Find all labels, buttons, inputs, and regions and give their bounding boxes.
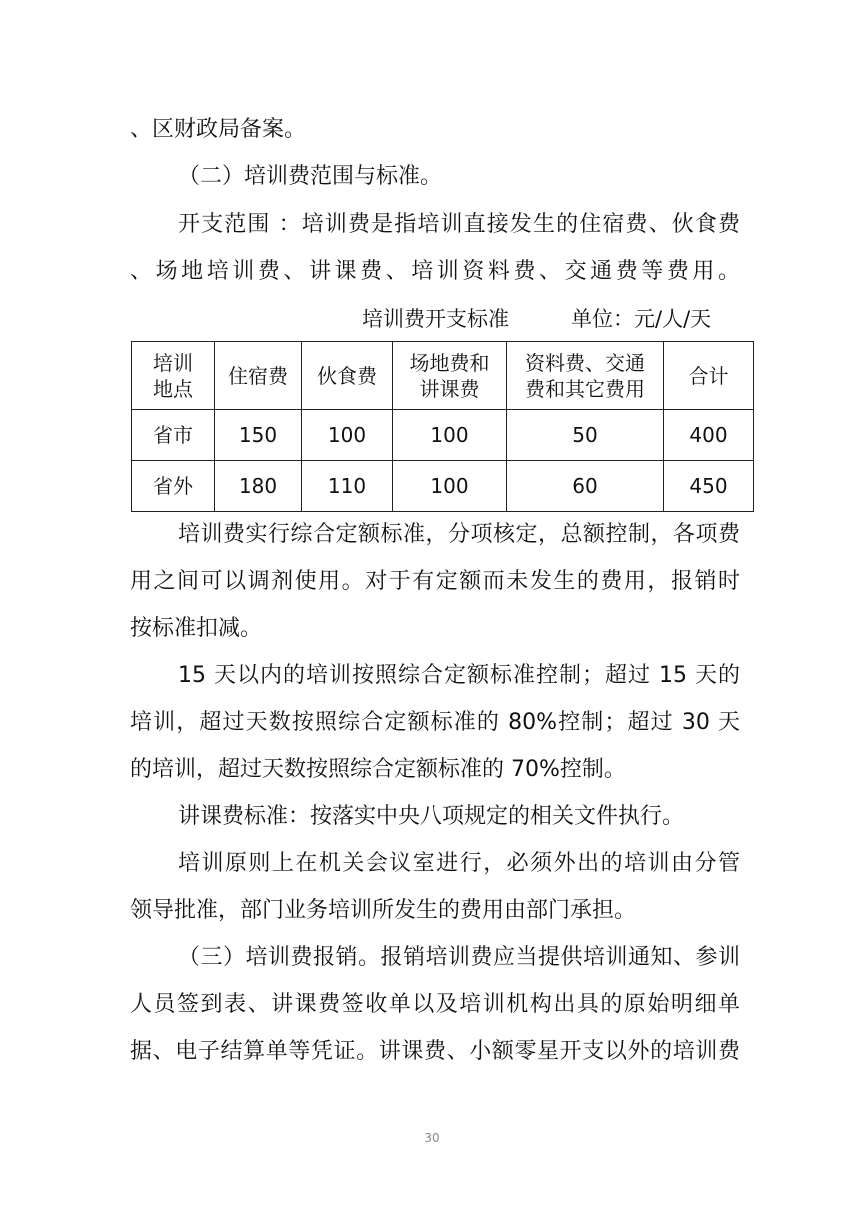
table-cell: 省市 — [132, 410, 215, 461]
text-line: 15 天以内的培训按照综合定额标准控制；超过 15 天的 — [178, 663, 740, 688]
text-line: 据、电子结算单等凭证。讲课费、小额零星开支以外的培训费 — [130, 1039, 740, 1064]
table-cell: 110 — [302, 461, 393, 512]
text-line: 领导批准，部门业务培训所发生的费用由部门承担。 — [130, 898, 637, 923]
text-line: 按标准扣减。 — [130, 616, 263, 641]
page-number: 30 — [424, 1131, 440, 1145]
table-cell: 省外 — [132, 461, 215, 512]
section-heading: （二）培训费范围与标准。 — [178, 164, 443, 189]
header-lodging: 住宿费 — [215, 342, 302, 410]
text-line: 的培训，超过天数按照综合定额标准的 70%控制。 — [130, 757, 626, 782]
training-fee-table — [131, 341, 754, 512]
text-line: 人员签到表、讲课费签收单以及培训机构出具的原始明细单 — [130, 992, 740, 1017]
text-line: 讲课费标准：按落实中央八项规定的相关文件执行。 — [178, 804, 685, 829]
table-caption-unit: 单位：元/人/天 — [571, 307, 712, 331]
text-line: 开支范围 ：培训费是指培训直接发生的住宿费、伙食费 — [178, 212, 740, 237]
text-line: 培训费实行综合定额标准，分项核定，总额控制，各项费 — [178, 522, 740, 547]
table-cell: 100 — [393, 461, 507, 512]
header-materials-transport: 资料费、交通 费和其它费用 — [507, 342, 664, 410]
text-line: 、场地培训费、讲课费、培训资料费、交通费等费用。 — [130, 259, 740, 284]
text-line: 培训原则上在机关会议室进行，必须外出的培训由分管 — [178, 851, 740, 876]
table-header-row — [132, 342, 754, 410]
table-cell: 100 — [302, 410, 393, 461]
table-row — [132, 410, 754, 461]
table-cell: 50 — [507, 410, 664, 461]
section-heading: （三）培训费报销。报销培训费应当提供培训通知、参训 — [178, 945, 740, 970]
table-row — [132, 461, 754, 512]
header-location: 培训 地点 — [132, 342, 215, 410]
table-cell: 100 — [393, 410, 507, 461]
header-meals: 伙食费 — [302, 342, 393, 410]
table-cell: 400 — [664, 410, 754, 461]
table-cell: 150 — [215, 410, 302, 461]
text-line: 培训，超过天数按照综合定额标准的 80%控制；超过 30 天 — [130, 710, 740, 735]
table-caption-title: 培训费开支标准 — [362, 307, 509, 331]
header-total: 合计 — [664, 342, 754, 410]
table-cell: 180 — [215, 461, 302, 512]
table-cell: 60 — [507, 461, 664, 512]
header-venue-lecture: 场地费和 讲课费 — [393, 342, 507, 410]
text-line: 、区财政局备案。 — [130, 117, 307, 142]
table-cell: 450 — [664, 461, 754, 512]
text-line: 用之间可以调剂使用。对于有定额而未发生的费用，报销时 — [130, 569, 740, 594]
